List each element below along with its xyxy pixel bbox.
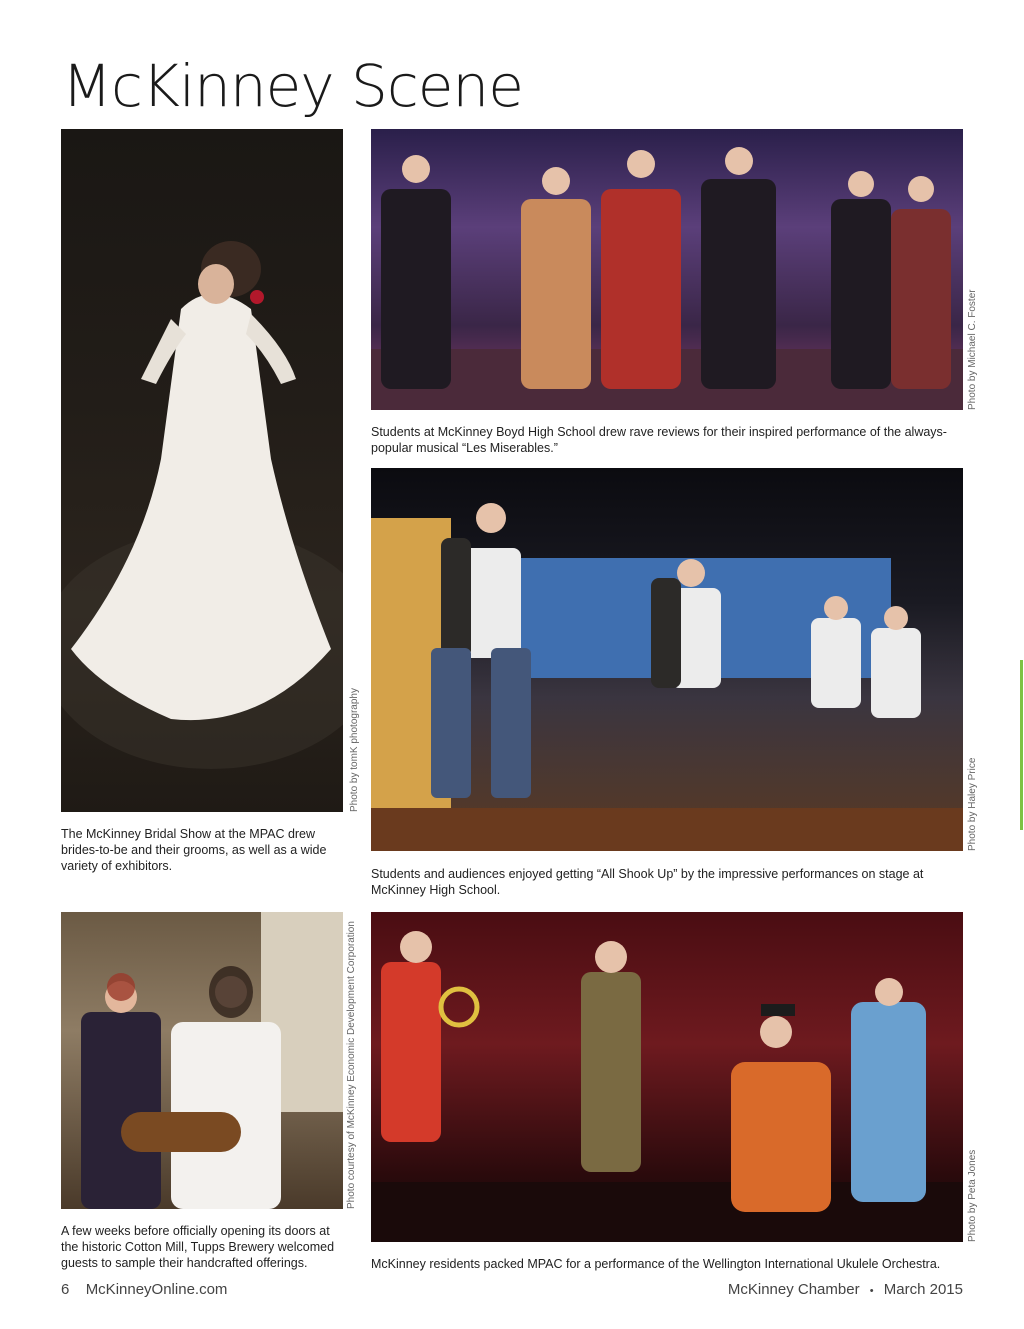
bridal-show-photo [61, 129, 343, 812]
photo-credit-ukulele: Photo by Peta Jones [967, 1149, 978, 1242]
photo-credit-les-mis: Photo by Michael C. Foster [967, 289, 978, 410]
footer-issue: March 2015 [883, 1281, 963, 1298]
footer-site-link[interactable]: McKinneyOnline.com [85, 1281, 228, 1298]
caption-bridal: The McKinney Bridal Show at the MPAC drew brides-to-be and their grooms, as well as a wide variety of exhibitors. [61, 827, 327, 873]
caption-ukulele: McKinney residents packed MPAC for a performance of the Wellington International Ukulele Orchestra. [371, 1257, 941, 1271]
caption-all-shook-up: Students and audiences enjoyed getting “All Shook Up” by the impressive performances on stage at McKinney High School. [371, 867, 924, 897]
page-title: McKinney Scene [62, 52, 523, 120]
caption-les-mis: Students at McKinney Boyd High School drew rave reviews for their inspired performance of the always-popular musical “Les Miserables.” [371, 425, 947, 455]
caption-brewery: A few weeks before officially opening its doors at the historic Cotton Mill, Tupps Brewery welcomed guests to sample their handcrafted offerings. [61, 1224, 335, 1270]
photo-credit-brewery: Photo courtesy of McKinney Economic Development Corporation [346, 921, 357, 1209]
all-shook-up-photo [371, 468, 963, 851]
footer-left [61, 1281, 227, 1298]
photo-credit-bridal: Photo by tomK photography [349, 688, 360, 812]
les-miserables-photo [371, 129, 963, 410]
footer-right [728, 1281, 963, 1298]
page-number: 6 [61, 1281, 70, 1298]
footer-publication: McKinney Chamber [727, 1281, 860, 1298]
edge-accent-bar [1020, 660, 1023, 830]
brewery-photo [61, 912, 343, 1209]
ukulele-orchestra-photo [371, 912, 963, 1242]
photo-credit-all-shook-up: Photo by Haley Price [967, 757, 978, 851]
footer-separator: • [869, 1285, 874, 1297]
